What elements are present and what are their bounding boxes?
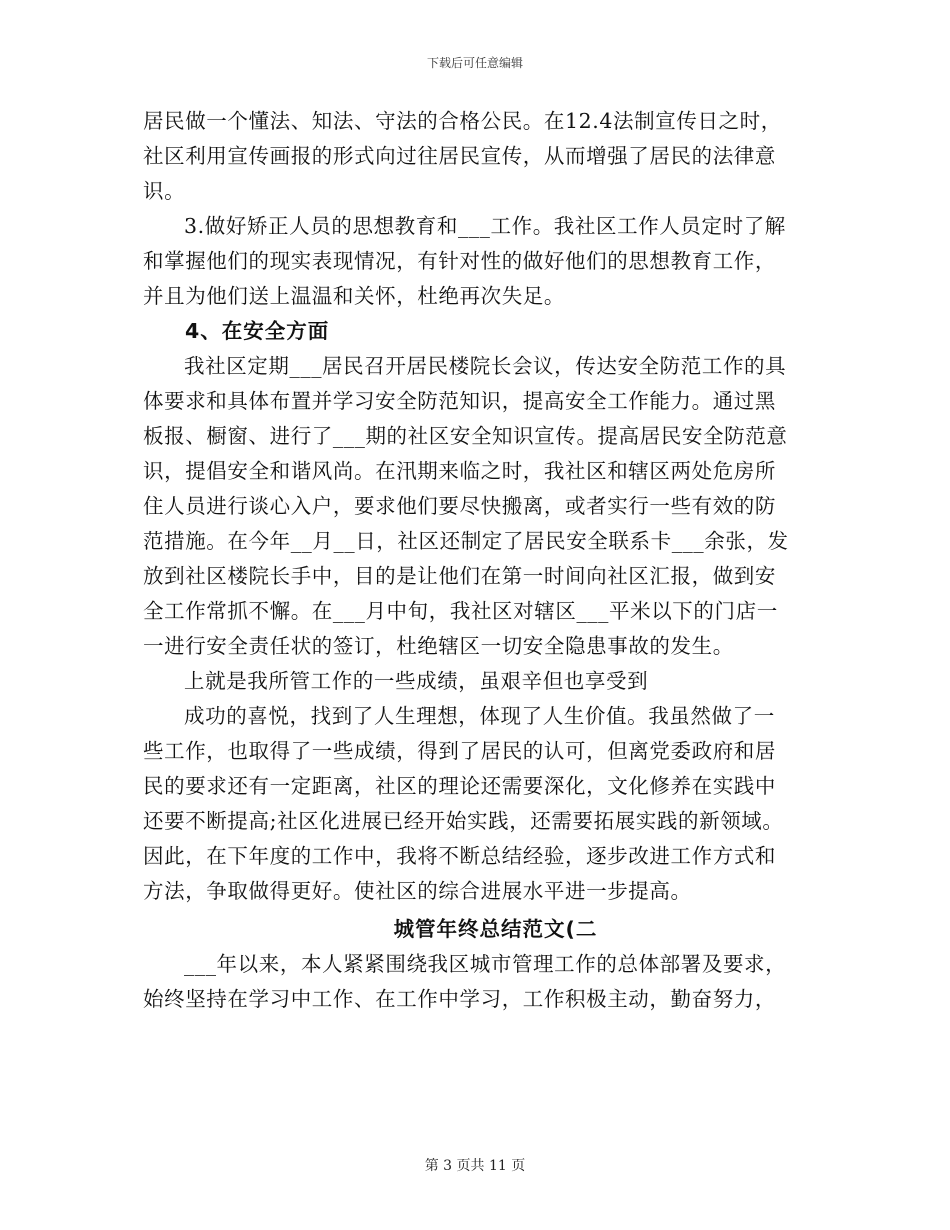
text-line: 成功的喜悦，找到了人生理想，体现了人生价值。我虽然做了一	[184, 704, 775, 728]
text-line: 方法，争取做得更好。使社区的综合进展水平进一步提高。	[143, 879, 692, 903]
text-line: 放到社区楼院长手中，目的是让他们在第一时间向社区汇报，做到安	[143, 564, 776, 588]
text-line: 识。	[143, 179, 186, 203]
section-title: 城管年终总结范文(二	[393, 917, 598, 941]
text-line: 些工作，也取得了一些成绩，得到了居民的认可，但离党委政府和居	[143, 739, 776, 763]
section-heading: 4、在安全方面	[185, 319, 330, 343]
text-line: 还要不断提高;社区化进展已经开始实践，还需要拓展实践的新领域。	[143, 809, 784, 833]
page-header: 下载后可任意编辑	[426, 56, 523, 70]
text-line: 识，提倡安全和谐风尚。在汛期来临之时，我社区和辖区两处危房所	[143, 459, 776, 483]
text-line: 范措施。在今年__月__日，社区还制定了居民安全联系卡___余张，发	[143, 529, 789, 553]
text-line: 上就是我所管工作的一些成绩，虽艰辛但也享受到	[184, 669, 649, 693]
text-line: 因此，在下年度的工作中，我将不断总结经验，逐步改进工作方式和	[143, 844, 776, 868]
document-body	[143, 104, 808, 1017]
text-line: 全工作常抓不懈。在___月中旬，我社区对辖区___平米以下的门店一	[143, 599, 778, 623]
text-line: 民的要求还有一定距离，社区的理论还需要深化，文化修养在实践中	[143, 774, 776, 798]
text-line: 板报、橱窗、进行了___期的社区安全知识宣传。提高居民安全防范意	[143, 424, 788, 448]
text-line: 居民做一个懂法、知法、守法的合格公民。在12.4法制宣传日之时，	[143, 109, 782, 133]
page-footer: 第 3 页共 11 页	[424, 1158, 526, 1174]
text-line: ___年以来，本人紧紧围绕我区城市管理工作的总体部署及要求，	[184, 952, 787, 976]
text-line: 住人员进行谈心入户，要求他们要尽快搬离，或者实行一些有效的防	[143, 494, 776, 518]
text-line: 我社区定期___居民召开居民楼院长会议，传达安全防范工作的具	[184, 354, 787, 378]
text-line: 3.做好矫正人员的思想教育和___工作。我社区工作人员定时了解	[184, 214, 786, 238]
text-line: 社区利用宣传画报的形式向过往居民宣传，从而增强了居民的法律意	[143, 144, 776, 168]
text-line: 体要求和具体布置并学习安全防范知识，提高安全工作能力。通过黑	[143, 389, 776, 413]
text-line: 一进行安全责任状的签订，杜绝辖区一切安全隐患事故的发生。	[143, 634, 734, 658]
text-line: 始终坚持在学习中工作、在工作中学习，工作积极主动，勤奋努力，	[143, 987, 776, 1011]
text-line: 和掌握他们的现实表现情况，有针对性的做好他们的思想教育工作，	[143, 249, 776, 273]
text-line: 并且为他们送上温温和关怀，杜绝再次失足。	[143, 284, 565, 308]
